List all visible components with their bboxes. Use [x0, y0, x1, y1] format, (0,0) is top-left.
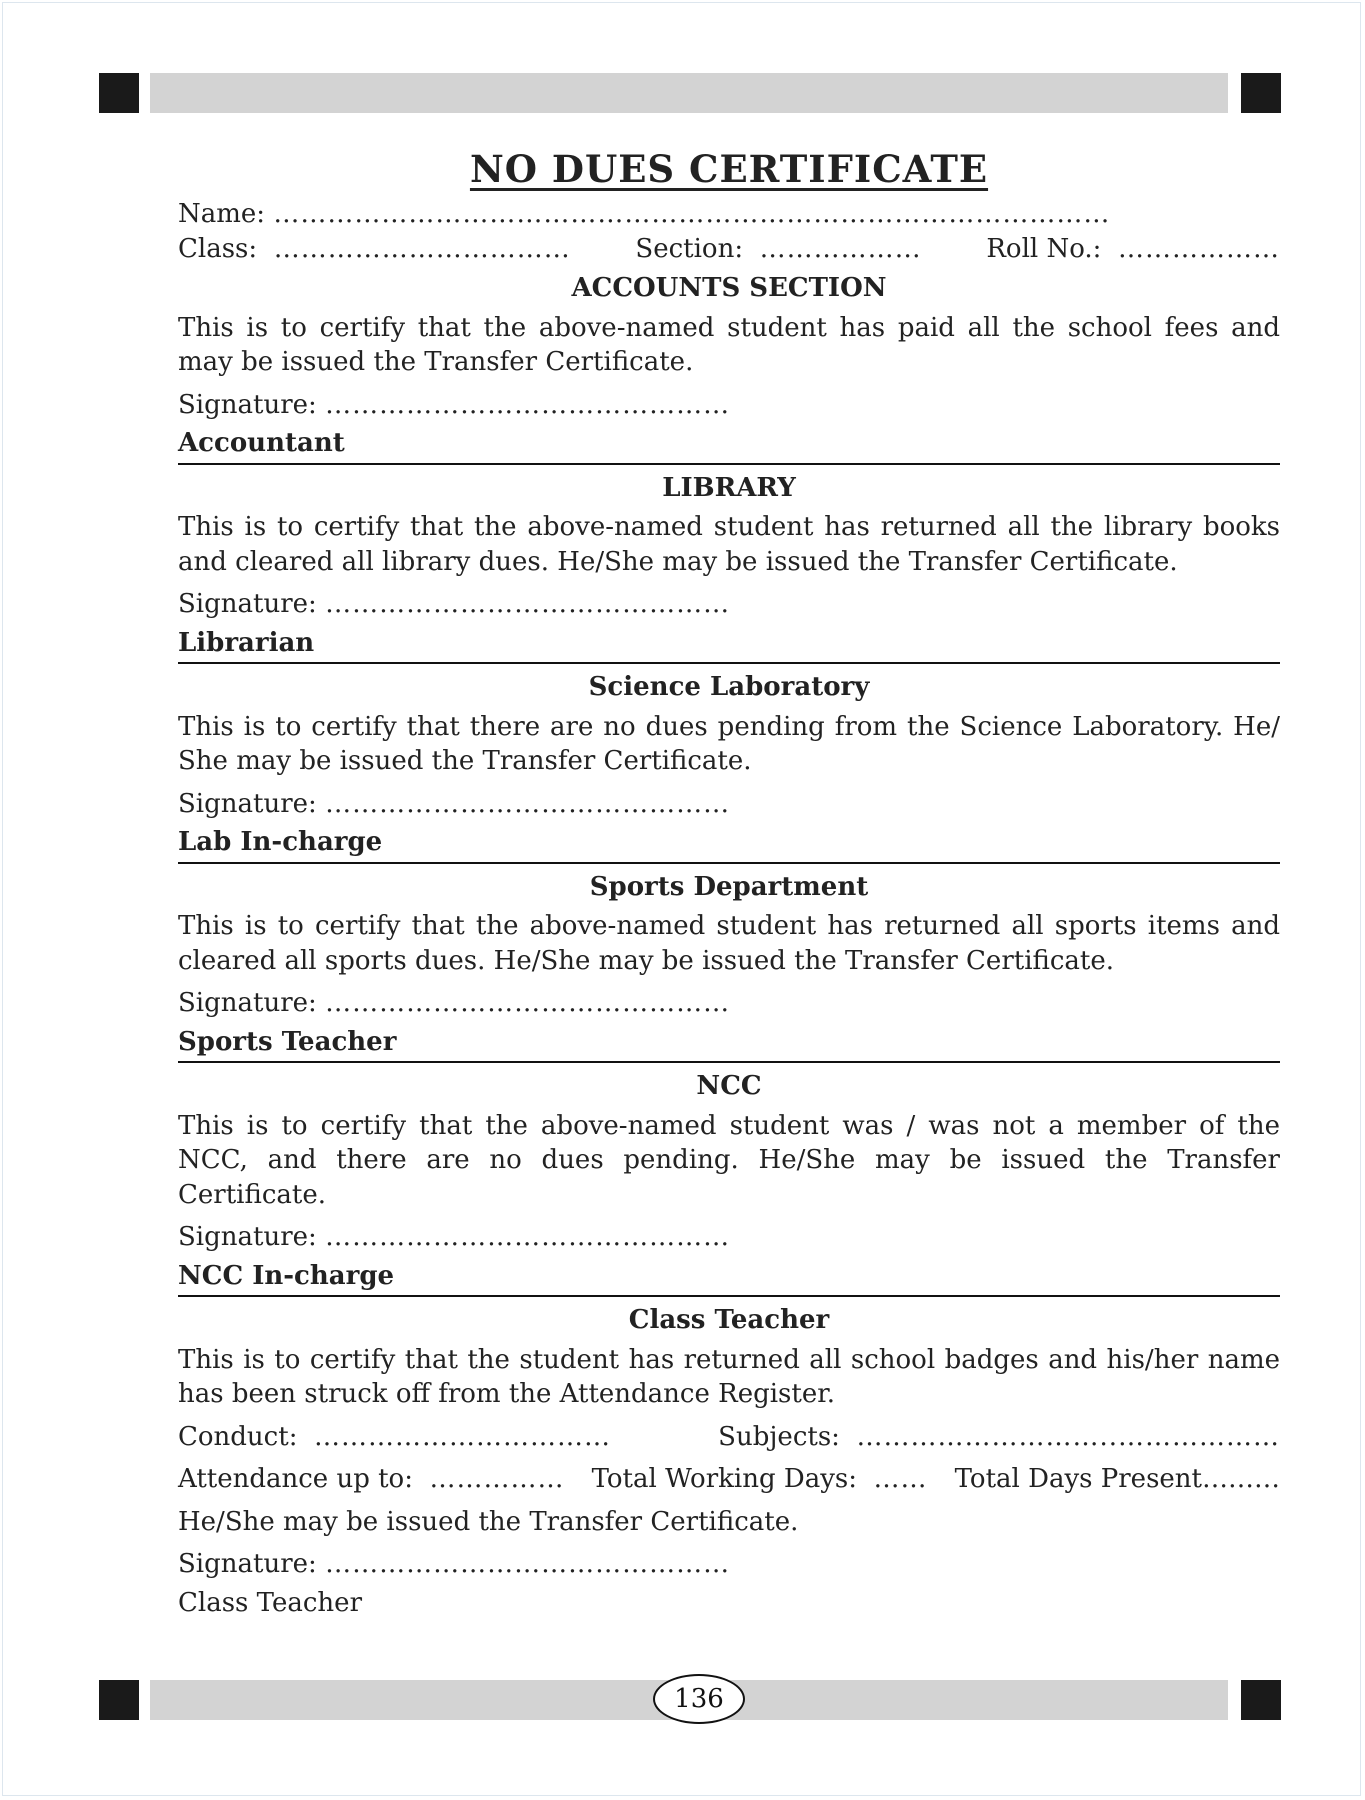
ncc-in-charge-label: NCC In-charge [178, 1260, 395, 1291]
page-number: 136 [653, 1674, 745, 1724]
library-signature-line [178, 587, 1280, 622]
science-lab-signature-line [178, 787, 1280, 822]
conduct-field[interactable]: …………………………… [313, 1421, 611, 1452]
working-days-label: Total Working Days: [591, 1464, 857, 1494]
bottom-right-square [1241, 1680, 1281, 1720]
library-signature-field[interactable]: ……………………………………… [325, 589, 731, 619]
signature-label: Signature: [178, 589, 317, 619]
accounts-signature-field[interactable]: ……………………………………… [325, 389, 731, 420]
issue-text: He/She may be issued the Transfer Certificate. [178, 1506, 799, 1537]
top-decorative-band [0, 73, 1365, 113]
attendance-field[interactable]: …………… [429, 1464, 565, 1494]
roll-no-label: Roll No.: [986, 233, 1102, 264]
certificate-body [178, 143, 1280, 1620]
name-label: Name: [178, 199, 266, 229]
library-section-heading: LIBRARY [662, 472, 796, 503]
signature-label: Signature: [178, 389, 317, 420]
class-teacher-label: Class Teacher [178, 1587, 362, 1618]
section-field[interactable]: ……………… [759, 233, 922, 264]
top-left-square [99, 73, 139, 113]
librarian-label: Librarian [178, 627, 315, 658]
sports-section-heading: Sports Department [589, 871, 869, 902]
accountant-label: Accountant [178, 428, 345, 458]
class-teacher-signature-field[interactable]: ……………………………………… [325, 1549, 731, 1579]
science-lab-signature-field[interactable]: ……………………………………… [325, 788, 731, 819]
working-days-field[interactable]: …… [873, 1464, 928, 1494]
signature-label: Signature: [178, 788, 317, 819]
attendance-line [178, 1462, 1280, 1497]
class-field[interactable]: …………………………… [273, 233, 571, 264]
lab-in-charge-label: Lab In-charge [178, 827, 383, 857]
top-right-square [1241, 73, 1281, 113]
sports-signature-field[interactable]: ……………………………………… [325, 988, 731, 1018]
roll-no-field[interactable]: ……………… [1117, 233, 1280, 264]
class-label: Class: [178, 233, 258, 264]
section-label: Section: [635, 233, 744, 264]
conduct-subjects-line [178, 1420, 1280, 1455]
top-grey-bar [150, 73, 1228, 113]
certificate-title: NO DUES CERTIFICATE [469, 147, 989, 191]
ncc-signature-line [178, 1220, 1280, 1255]
subjects-field[interactable]: ………………………..……………… [856, 1421, 1280, 1452]
section-divider [178, 463, 1280, 465]
signature-label: Signature: [178, 1549, 317, 1579]
ncc-section-heading: NCC [696, 1071, 762, 1101]
accounts-section-heading: ACCOUNTS SECTION [571, 273, 887, 303]
name-field[interactable]: ………………………………………………………………………………… [273, 199, 1111, 229]
section-divider [178, 862, 1280, 864]
sports-signature-line [178, 986, 1280, 1021]
section-divider [178, 1295, 1280, 1297]
class-teacher-signature-line [178, 1547, 1280, 1582]
conduct-label: Conduct: [178, 1421, 298, 1452]
science-lab-section-heading: Science Laboratory [588, 672, 870, 702]
sports-teacher-label: Sports Teacher [178, 1026, 397, 1057]
days-present-field[interactable]: Total Days Present……… [954, 1464, 1280, 1494]
library-section-text: This is to certify that the above-named student has returned all the library books and cleared all library dues. He/She may be issued the Transfer Certificate. [178, 512, 1280, 577]
class-teacher-section-heading: Class Teacher [628, 1305, 830, 1335]
science-lab-section-text: This is to certify that there are no dues pending from the Science Laboratory. He/ She may be issued the Transfer Certificate. [178, 711, 1280, 776]
section-divider [178, 662, 1280, 664]
subjects-label: Subjects: [718, 1421, 840, 1452]
class-line [178, 232, 1280, 267]
accounts-signature-line [178, 388, 1280, 423]
name-line [178, 197, 1280, 232]
ncc-section-text: This is to certify that the above-named student was / was not a member of the NCC, and there are no dues pending. He/She may be issued the Transfer Certificate. [178, 1110, 1280, 1210]
sports-section-text: This is to certify that the above-named student has returned all sports items and cleared all sports dues. He/She may be issued the Transfer Certificate. [178, 911, 1280, 976]
section-divider [178, 1061, 1280, 1063]
accounts-section-text: This is to certify that the above-named student has paid all the school fees and may be issued the Transfer Certificate. [178, 312, 1280, 377]
attendance-label: Attendance up to: [178, 1464, 413, 1494]
ncc-signature-field[interactable]: ……………………………………… [325, 1222, 731, 1252]
bottom-left-square [99, 1680, 139, 1720]
signature-label: Signature: [178, 1222, 317, 1252]
class-teacher-section-text: This is to certify that the student has returned all school badges and his/her name has been struck off from the Attendance Register. [178, 1344, 1280, 1409]
signature-label: Signature: [178, 988, 317, 1018]
